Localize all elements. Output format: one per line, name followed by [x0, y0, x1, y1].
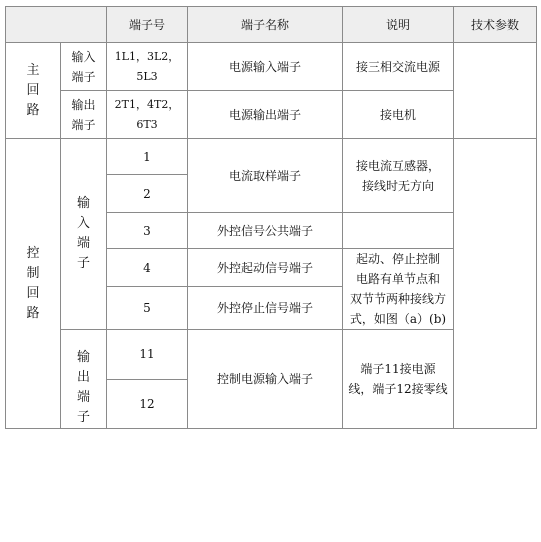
- terminal-no-cell: 1L1，3L2，5L3: [107, 43, 188, 91]
- sub-label-line: 输入: [71, 49, 96, 64]
- main-circuit-label-line: 主: [26, 62, 40, 78]
- control-output-sub-label: [61, 330, 107, 429]
- sub-label-line: 端子: [71, 117, 96, 132]
- sub-label-line: 输出: [71, 97, 96, 112]
- terminal-no-cell: 2T1，4T2，6T3: [107, 91, 188, 139]
- description-cell: [343, 139, 454, 213]
- sub-label-line: 输: [76, 350, 90, 365]
- terminal-name-cell: 外控起动信号端子: [188, 249, 343, 287]
- sub-label-line: 输: [76, 196, 90, 211]
- terminal-name-cell: 控制电源输入端子: [188, 330, 343, 429]
- terminal-no-cell: 5: [107, 287, 188, 330]
- terminal-name-cell: 电流取样端子: [188, 139, 343, 213]
- header-description: 说明: [343, 7, 454, 43]
- main-circuit-label: [6, 43, 61, 139]
- terminal-no-cell: 1: [107, 139, 188, 175]
- terminal-no-cell: 4: [107, 249, 188, 287]
- tech-params-empty-cell: [454, 43, 537, 139]
- sub-label-line: 端子: [71, 69, 96, 84]
- header-corner: [6, 7, 107, 43]
- description-line: 端子11接电源: [360, 362, 436, 376]
- main-circuit-label-line: 回: [26, 82, 40, 98]
- control-circuit-label-line: 制: [26, 265, 40, 281]
- terminal-no-cell: 11: [107, 330, 188, 380]
- control-circuit-label: [6, 139, 61, 429]
- header-terminal-no: 端子号: [107, 7, 188, 43]
- description-line: 双节节两种接线方: [349, 292, 446, 306]
- terminal-name-cell: 电源输入端子: [188, 43, 343, 91]
- description-line: 接线时无方向: [361, 178, 434, 193]
- description-cell: 接三相交流电源: [343, 43, 454, 91]
- terminal-name-cell: 外控信号公共端子: [188, 213, 343, 249]
- terminal-table: [5, 6, 537, 429]
- description-line: 电路有单节点和: [355, 272, 440, 286]
- terminal-name-cell: 电源输出端子: [188, 91, 343, 139]
- terminal-no-cell: 12: [107, 379, 188, 429]
- header-terminal-name: 端子名称: [188, 7, 343, 43]
- terminal-name-cell: 外控停止信号端子: [188, 287, 343, 330]
- sub-label-line: 端: [76, 390, 90, 405]
- table-row: [6, 139, 537, 175]
- table-row: [6, 43, 537, 91]
- description-cell: [343, 213, 454, 249]
- main-input-sub-label: [61, 43, 107, 91]
- sub-label-line: 端: [76, 236, 90, 251]
- description-line: 接电流互感器，: [355, 158, 440, 173]
- description-cell: [343, 330, 454, 429]
- main-circuit-label-line: 路: [26, 102, 40, 118]
- description-line: 线，端子12接零线: [348, 382, 448, 396]
- description-cell: [343, 249, 454, 330]
- control-circuit-label-line: 回: [26, 285, 40, 301]
- header-tech-params: 技术参数: [454, 7, 537, 43]
- description-line: 式，如图（a）(b): [349, 312, 447, 326]
- sub-label-line: 子: [76, 256, 90, 271]
- control-input-sub-label: [61, 139, 107, 330]
- sub-label-line: 子: [76, 410, 90, 425]
- tech-params-empty-cell: [454, 139, 537, 429]
- control-circuit-label-line: 控: [26, 245, 40, 261]
- control-circuit-label-line: 路: [26, 305, 40, 321]
- description-cell: 接电机: [343, 91, 454, 139]
- table-header-row: [6, 7, 537, 43]
- terminal-no-cell: 2: [107, 175, 188, 213]
- sub-label-line: 出: [76, 370, 90, 385]
- main-output-sub-label: [61, 91, 107, 139]
- description-line: 起动、停止控制: [355, 252, 440, 266]
- sub-label-line: 入: [76, 216, 90, 231]
- terminal-no-cell: 3: [107, 213, 188, 249]
